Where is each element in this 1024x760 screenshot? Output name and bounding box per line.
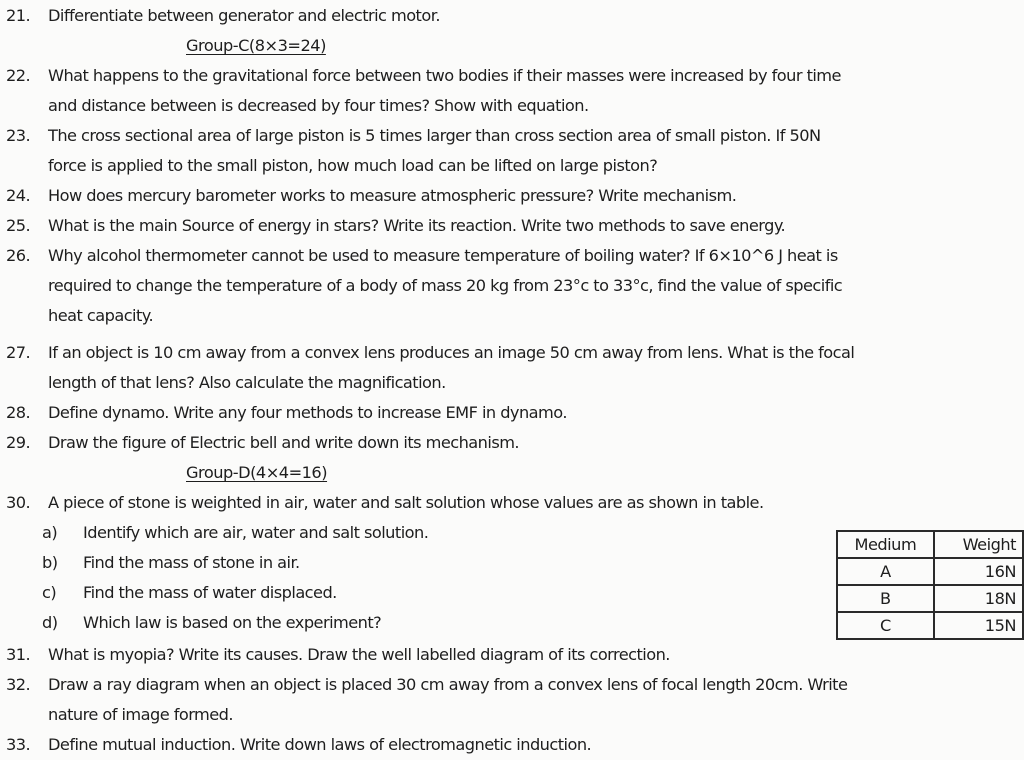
question-number: 31. <box>6 645 31 664</box>
question-number: 21. <box>6 6 31 25</box>
question-number: 22. <box>6 66 31 85</box>
table-cell-weight: 15N <box>934 612 1023 639</box>
subpart-text: Find the mass of water displaced. <box>83 583 337 602</box>
question-text: Draw the figure of Electric bell and write down its mechanism. <box>48 433 520 452</box>
subpart-text: Find the mass of stone in air. <box>83 553 300 572</box>
question-text: What is the main Source of energy in stars? Write its reaction. Write two methods to save energy. <box>48 216 786 235</box>
question-number: 33. <box>6 735 31 754</box>
question-text: If an object is 10 cm away from a convex lens produces an image 50 cm away from lens. What is the focal <box>48 343 855 362</box>
table-row <box>837 558 1023 585</box>
question-text: force is applied to the small piston, how much load can be lifted on large piston? <box>48 156 658 175</box>
table-header-medium: Medium <box>837 531 934 558</box>
subpart-label: a) <box>42 523 58 542</box>
question-text: and distance between is decreased by four times? Show with equation. <box>48 96 589 115</box>
subpart-label: b) <box>42 553 58 572</box>
question-text: What is myopia? Write its causes. Draw the well labelled diagram of its correction. <box>48 645 670 664</box>
question-number: 25. <box>6 216 31 235</box>
medium-weight-table <box>836 530 1024 640</box>
question-number: 26. <box>6 246 31 265</box>
table-cell-medium: C <box>837 612 934 639</box>
subpart-label: c) <box>42 583 57 602</box>
group-d-heading: Group-D(4×4=16) <box>186 463 328 482</box>
question-text: nature of image formed. <box>48 705 233 724</box>
table-cell-medium: B <box>837 585 934 612</box>
question-text: The cross sectional area of large piston is 5 times larger than cross section area of small piston. If 50N <box>48 126 821 145</box>
table-row <box>837 612 1023 639</box>
table-cell-weight: 18N <box>934 585 1023 612</box>
question-text: Define mutual induction. Write down laws of electromagnetic induction. <box>48 735 592 754</box>
question-number: 23. <box>6 126 31 145</box>
table-row <box>837 585 1023 612</box>
question-text: Differentiate between generator and electric motor. <box>48 6 440 25</box>
question-text: length of that lens? Also calculate the magnification. <box>48 373 446 392</box>
question-text: Draw a ray diagram when an object is placed 30 cm away from a convex lens of focal length 20cm. Write <box>48 675 848 694</box>
question-text: Define dynamo. Write any four methods to increase EMF in dynamo. <box>48 403 567 422</box>
group-c-heading: Group-C(8×3=24) <box>186 36 326 55</box>
question-number: 28. <box>6 403 31 422</box>
question-number: 24. <box>6 186 31 205</box>
question-number: 27. <box>6 343 31 362</box>
question-text: Why alcohol thermometer cannot be used to measure temperature of boiling water? If 6×10^6 J heat is <box>48 246 838 265</box>
question-text: How does mercury barometer works to measure atmospheric pressure? Write mechanism. <box>48 186 737 205</box>
table-header-row <box>837 531 1023 558</box>
table-cell-medium: A <box>837 558 934 585</box>
question-number: 30. <box>6 493 31 512</box>
question-number: 32. <box>6 675 31 694</box>
subpart-text: Which law is based on the experiment? <box>83 613 382 632</box>
table-cell-weight: 16N <box>934 558 1023 585</box>
question-number: 29. <box>6 433 31 452</box>
question-text: A piece of stone is weighted in air, water and salt solution whose values are as shown in table. <box>48 493 764 512</box>
subpart-text: Identify which are air, water and salt solution. <box>83 523 429 542</box>
subpart-label: d) <box>42 613 58 632</box>
question-text: required to change the temperature of a body of mass 20 kg from 23°c to 33°c, find the value of specific <box>48 276 843 295</box>
question-text: heat capacity. <box>48 306 154 325</box>
question-text: What happens to the gravitational force between two bodies if their masses were increased by four time <box>48 66 841 85</box>
table-header-weight: Weight <box>934 531 1023 558</box>
